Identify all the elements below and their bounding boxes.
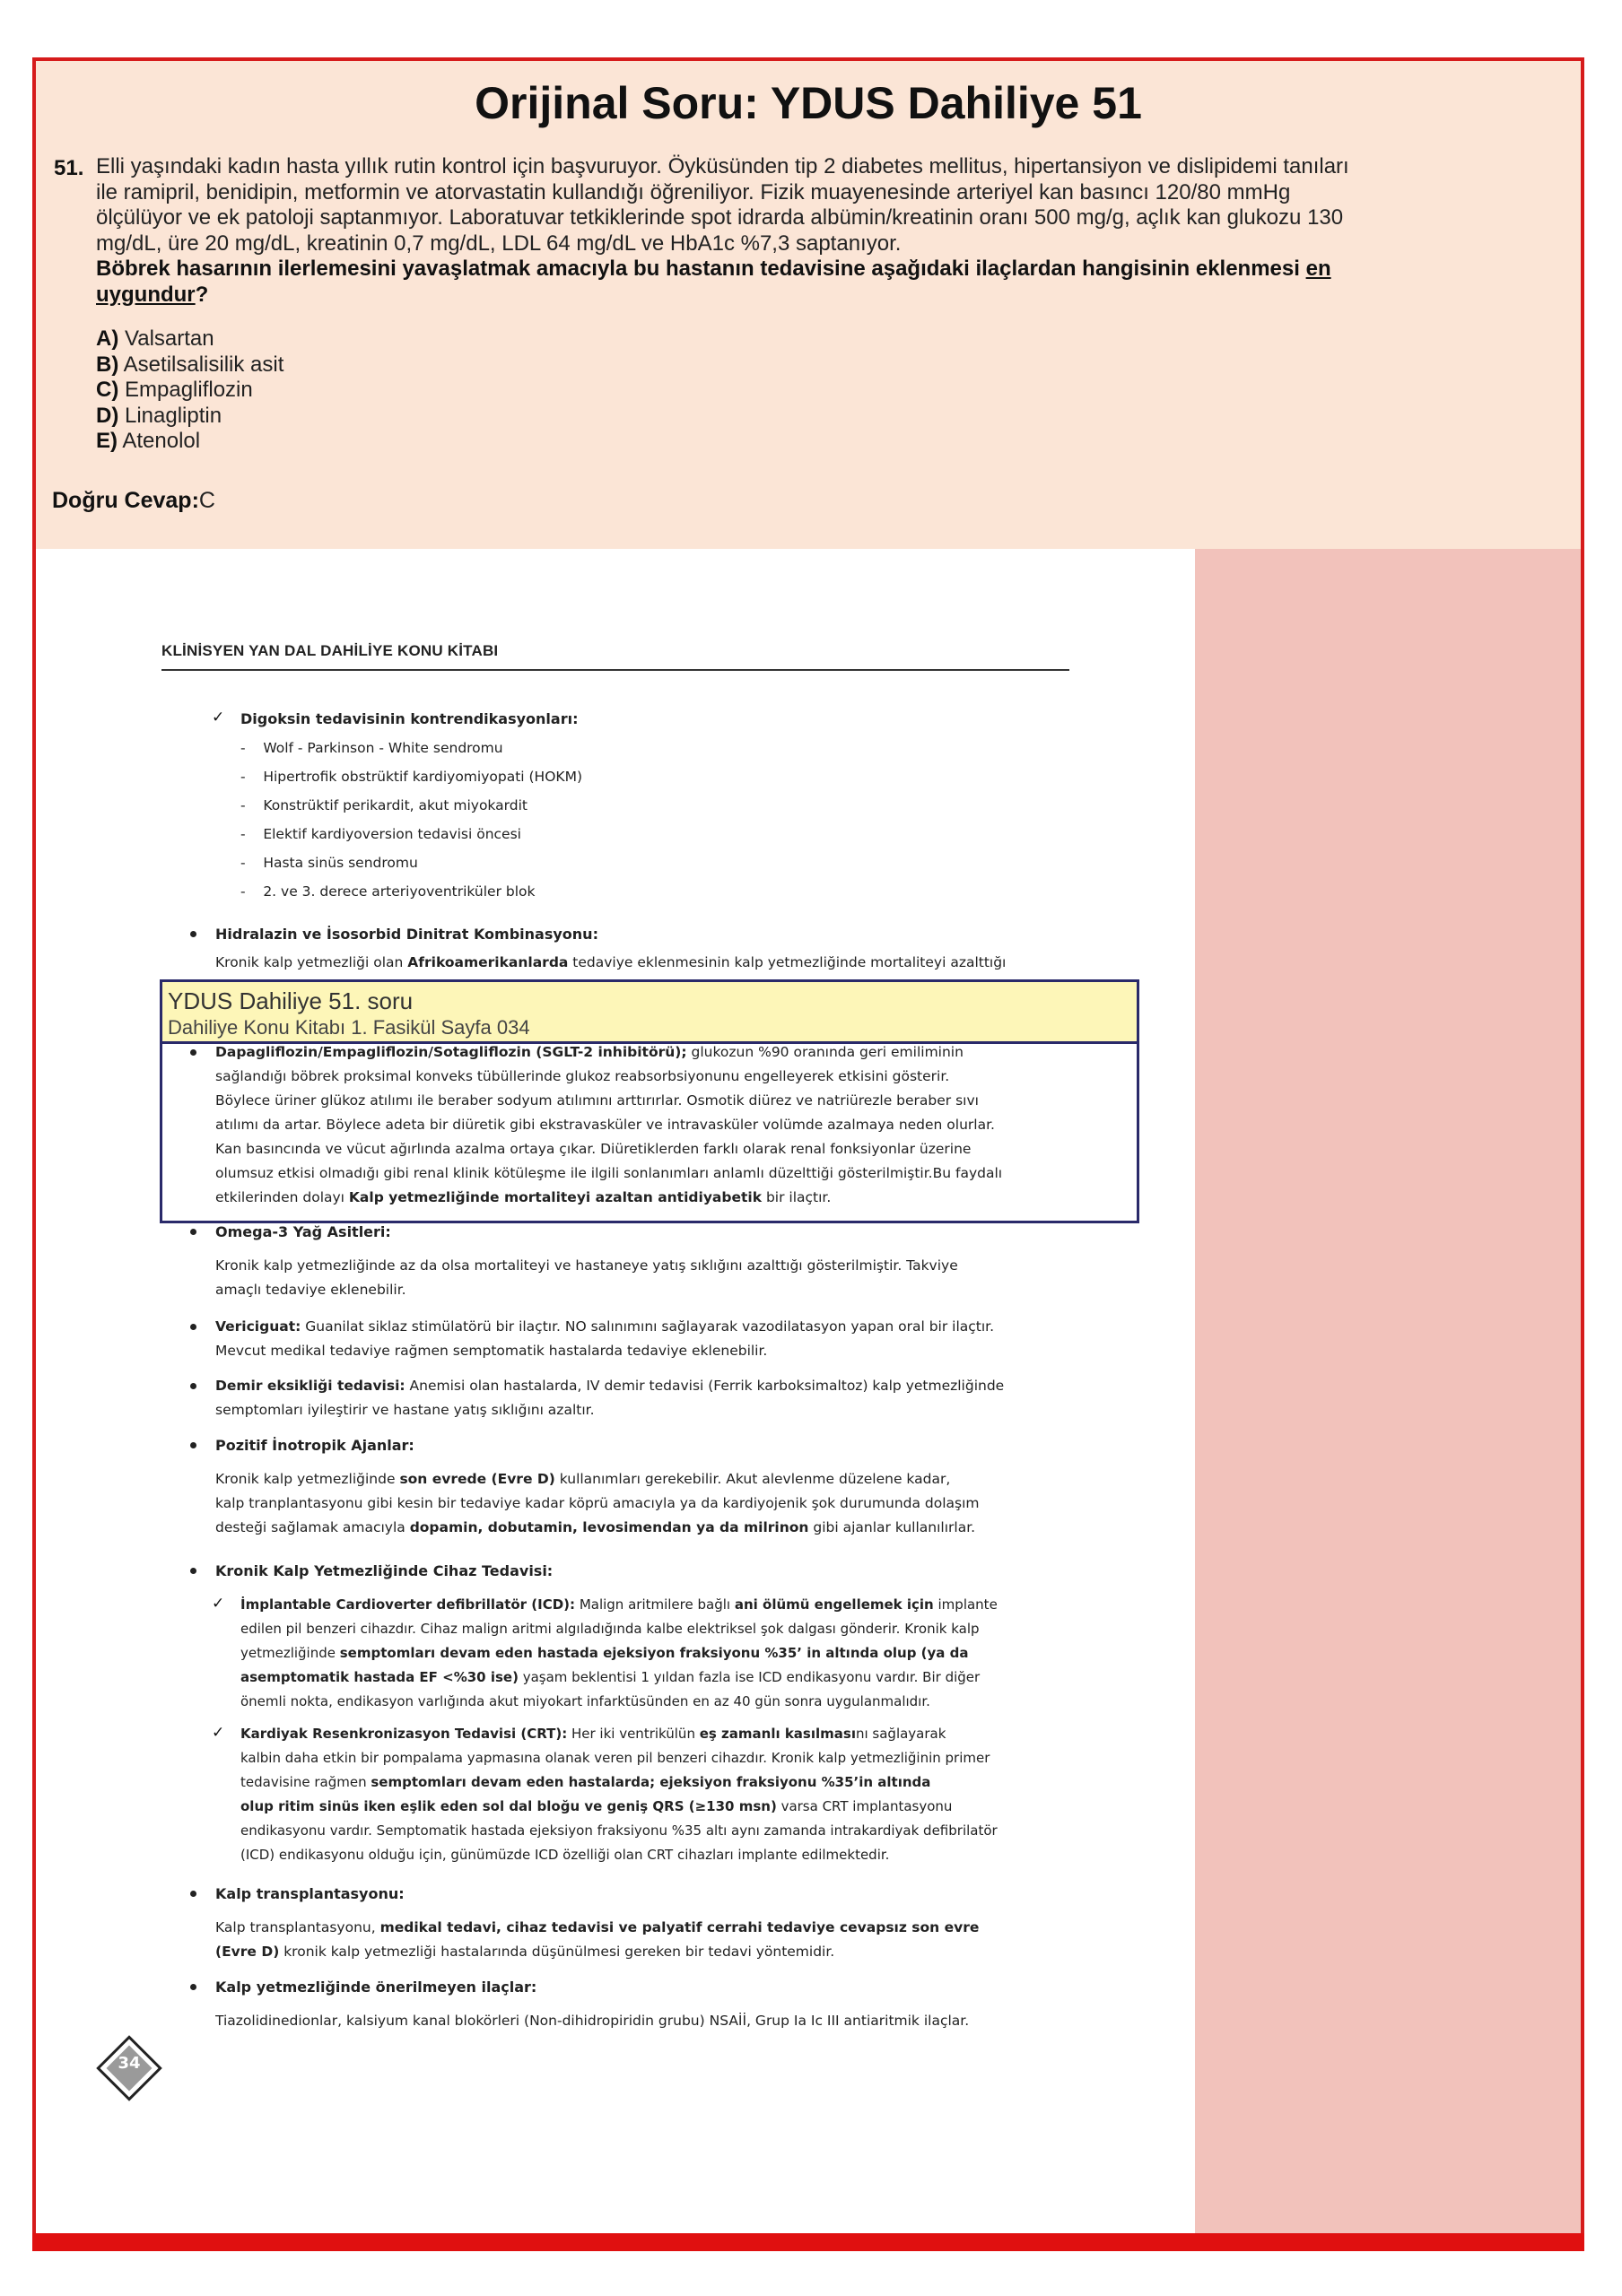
list-item: - Elektif kardiyoversion tedavisi öncesi	[240, 826, 521, 842]
demir-text: Demir eksikliği tedavisi: Anemisi olan hastalarda, IV demir tedavisi (Ferrik karboksimaltoz) kalp yetmezliğinde semptomları iyileştirir ve hastane yatış sıklığını azaltır.	[215, 1378, 1005, 1418]
hidralazin-text: Kronik kalp yetmezliği olan Afrikoamerikanlarda tedaviye eklenmesinin kalp yetmezliğinde mortaliteyi azalttığı	[215, 954, 1007, 970]
check-icon: ✓	[212, 1724, 225, 1741]
bullet-dot	[190, 1442, 196, 1448]
sglt2-text: Dapagliflozin/Empagliflozin/Sotagliflozin (SGLT-2 inhibitörü); glukozun %90 oranında geri emiliminin sağlandığı böbrek proksimal konveks tübüllerinde glukoz reabsorbsiyonunu engelleyerek etkisini gösterir. Böylece üriner glükoz atılımı ile beraber sodyum atılımını arttırırlar. Osmotik diürez ve natriürezle beraber sıvı atılımı da artar. Böylece adeta bir diüretik gibi ekstravasküler ve intravasküler volümde azalmaya neden olurlar. Kan basıncında ve vücut ağırlında azalma ortaya çıkar. Diüretiklerden farklı olarak renal fonksiyonlar üzerine olumsuz etkisi olmadığı gibi renal klinik kötüleşme ile ilgili sonlanımları anlamlı düzelttiği gösterilmiştir.Bu faydalı etkilerinden dolayı Kalp yetmezliğinde mortaliteyi azaltan antidiyabetik bir ilaçtır.	[215, 1044, 1003, 1205]
option-c: C) Empagliflozin	[96, 378, 253, 402]
inotrop-title: Pozitif İnotropik Ajanlar:	[215, 1437, 414, 1454]
omega-text: Kronik kalp yetmezliğinde az da olsa mortaliteyi ve hastaneye yatış sıklığını azalttığı gösterilmiştir. Takviye amaçlı tedaviye eklenebilir.	[215, 1257, 958, 1298]
option-a: A) Valsartan	[96, 326, 214, 351]
question-prompt: Böbrek hasarının ilerlemesini yavaşlatmak amacıyla bu hastanın tedavisine aşağıdaki ilaçlardan hangisinin eklenmesi en uygundur?	[96, 257, 1331, 307]
bullet-dot	[190, 1891, 196, 1897]
highlight-title: YDUS Dahiliye 51. soru	[168, 987, 414, 1014]
stem-line: Elli yaşındaki kadın hasta yıllık rutin kontrol için başvuruyor. Öyküsünden tip 2 diabetes mellitus, hipertansiyon ve dislipidemi tanıları	[96, 154, 1349, 178]
onerilmeyen-title: Kalp yetmezliğinde önerilmeyen ilaçlar:	[215, 1979, 537, 1996]
onerilmeyen-text: Tiazolidinedionlar, kalsiyum kanal blokörleri (Non-dihidropiridin grubu) NSAİİ, Grup Ia Ic III antiaritmik ilaçlar.	[215, 2013, 970, 2029]
side-panel	[1195, 549, 1581, 2237]
book-page	[36, 549, 1195, 2233]
check-icon: ✓	[212, 1595, 225, 1612]
icd-text: İmplantable Cardioverter defibrillatör (ICD): Malign aritmilere bağlı ani ölümü engellemek için implante edilen pil benzeri cihazdır. Cihaz malign aritmi algıladığında kalbe elektriksel şok dalgası gönderir. Kronik kalp yetmezliğinde semptomları devam eden hastada ejeksiyon fraksiyonu %35’ in altında olup (ya da asemptomatik hastada EF <%30 ise) yaşam beklentisi 1 yıldan fazla ise ICD endikasyonu vardır. Bir diğer önemli nokta, endikasyon varlığında akut miyokart infarktüsünden en az 40 gün sonra uygulanmalıdır.	[240, 1596, 998, 1709]
digoksin-title: Digoksin tedavisinin kontrendikasyonları:	[240, 710, 579, 727]
digoksin-list	[240, 734, 582, 906]
option-d: D) Linagliptin	[96, 403, 222, 428]
bullet-dot	[190, 1324, 196, 1330]
check-icon: ✓	[212, 709, 225, 726]
list-item: - Konstrüktif perikardit, akut miyokardit	[240, 797, 528, 813]
bottom-bar	[32, 2233, 1584, 2251]
book-header: KLİNİSYEN YAN DAL DAHİLİYE KONU KİTABI	[161, 642, 499, 659]
question-number: 51.	[54, 156, 84, 180]
stem-line: ile ramipril, benidipin, metformin ve atorvastatin kullandığı öğreniliyor. Fizik muayenesinde arteriyel kan basıncı 120/80 mmHg	[96, 179, 1291, 204]
bullet-dot	[190, 1984, 196, 1990]
question-stem	[96, 154, 1496, 308]
header-rule	[161, 669, 1069, 671]
option-b: B) Asetilsalisilik asit	[96, 352, 284, 377]
option-e: E) Atenolol	[96, 429, 201, 453]
inotrop-text: Kronik kalp yetmezliğinde son evrede (Evre D) kullanımları gerekebilir. Akut alevlenme düzelene kadar, kalp tranplantasyonu gibi kesin bir tedaviye kadar köprü amacıyla ya da kardiyojenik şok durumunda dolaşım desteği sağlamak amacıyla dopamin, dobutamin, levosimendan ya da milrinon gibi ajanlar kullanılırlar.	[215, 1471, 980, 1535]
correct-answer: Doğru Cevap:C	[52, 488, 215, 513]
question-title: Orijinal Soru: YDUS Dahiliye 51	[475, 78, 1142, 128]
highlight-label	[160, 979, 1139, 1044]
list-item: - 2. ve 3. derece arteriyoventriküler blok	[240, 883, 536, 900]
stem-line: mg/dL, üre 20 mg/dL, kreatinin 0,7 mg/dL, LDL 64 mg/dL ve HbA1c %7,3 saptanıyor.	[96, 230, 902, 256]
hidralazin-title: Hidralazin ve İsosorbid Dinitrat Kombinasyonu:	[215, 926, 598, 943]
bullet-dot	[190, 1383, 196, 1389]
transplant-text: Kalp transplantasyonu, medikal tedavi, cihaz tedavisi ve palyatif cerrahi tedaviye cevapsız son evre (Evre D) kronik kalp yetmezliği hastalarında düşünülmesi gereken bir tedavi yöntemidir.	[215, 1919, 980, 1960]
page-number: 34	[118, 2054, 141, 2073]
omega-title: Omega-3 Yağ Asitleri:	[215, 1223, 391, 1240]
transplant-title: Kalp transplantasyonu:	[215, 1885, 405, 1902]
question-box	[36, 61, 1581, 549]
list-item: - Wolf - Parkinson - White sendromu	[240, 740, 503, 756]
crt-text: Kardiyak Resenkronizasyon Tedavisi (CRT): Her iki ventrikülün eş zamanlı kasılmasını sağlayarak kalbin daha etkin bir pompalama yapmasına olanak veren pil benzeri cihazdır. Kronik kalp yetmezliğinin primer tedavisine rağmen semptomları devam eden hastalarda; ejeksiyon fraksiyonu %35’in altında olup ritim sinüs iken eşlik eden sol dal bloğu ve geniş QRS (≥130 msn) varsa CRT implantasyonu endikasyonu vardır. Semptomatik hastada ejeksiyon fraksiyonu %35 altı aynı zamanda intrakardiyak defibrilatör (ICD) endikasyonu olduğu için, günümüzde ICD özelliği olan CRT cihazları implante edilmektedir.	[240, 1726, 998, 1863]
options-list	[96, 326, 283, 455]
highlight-subtitle: Dahiliye Konu Kitabı 1. Fasikül Sayfa 034	[168, 1016, 530, 1039]
bullet-dot	[190, 1568, 196, 1574]
stem-line: ölçülüyor ve ek patoloji saptanmıyor. Laboratuvar tetkiklerinde spot idrarda albümin/kreatinin oranı 500 mg/g, açlık kan glukozu 130	[96, 205, 1344, 230]
bullet-dot	[190, 931, 196, 937]
vericiguat-text: Vericiguat: Guanilat siklaz stimülatörü bir ilaçtır. NO salınımını sağlayarak vazodilatasyon yapan oral bir ilaçtır. Mevcut medikal tedaviye rağmen semptomatik hastalarda tedaviye eklenebilir.	[215, 1318, 995, 1359]
bullet-dot	[190, 1229, 196, 1235]
list-item: - Hipertrofik obstrüktif kardiyomiyopati (HOKM)	[240, 769, 582, 785]
list-item: - Hasta sinüs sendromu	[240, 855, 418, 871]
cihaz-title: Kronik Kalp Yetmezliğinde Cihaz Tedavisi:	[215, 1562, 554, 1579]
